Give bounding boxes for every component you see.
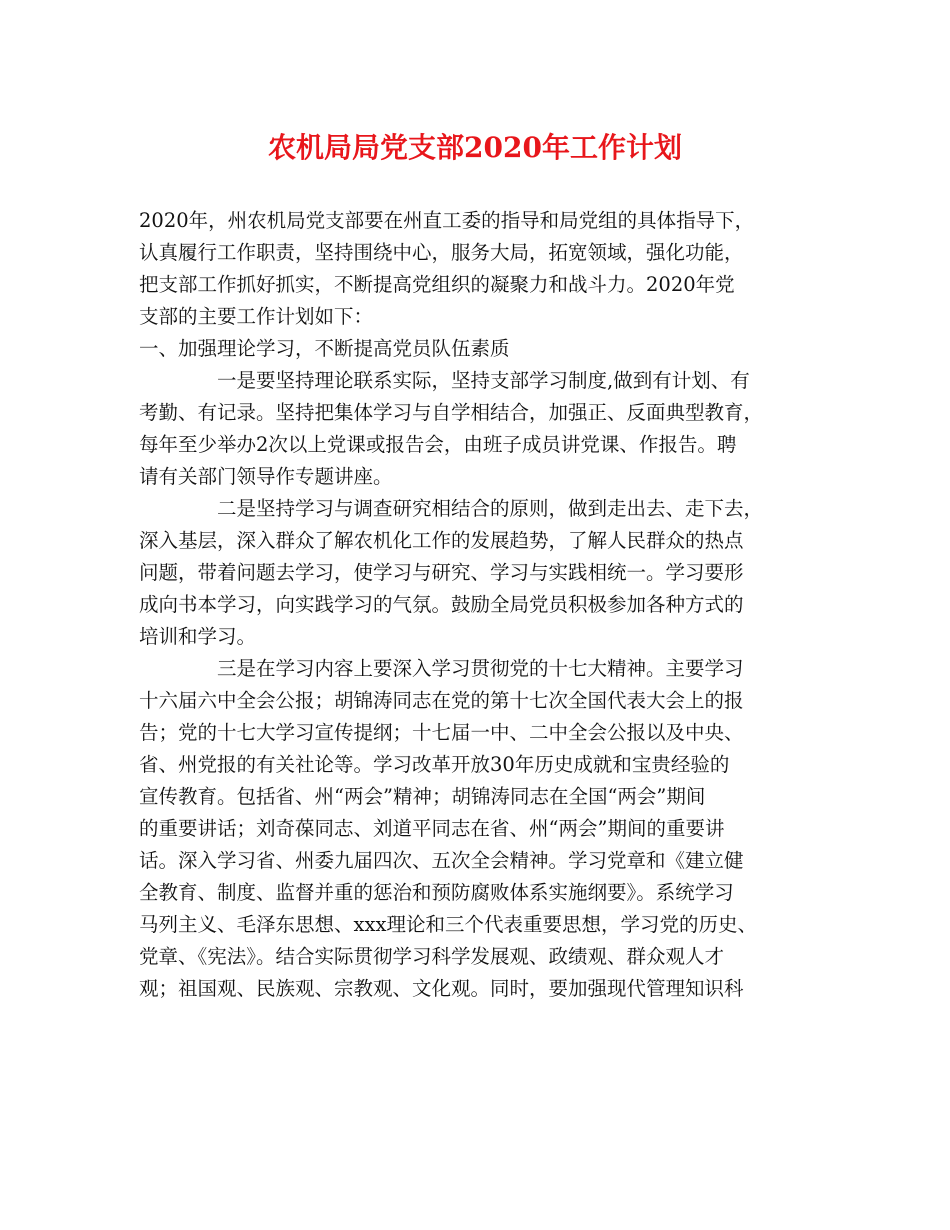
text-line: 问题，带着问题去学习，使学习与研究、学习与实践相统一。学习要形 — [139, 561, 744, 584]
text-line: 每年至少举办2次以上党课或报告会，由班子成员讲党课、作报告。聘 — [139, 433, 737, 456]
paragraph — [139, 333, 827, 365]
text-line: 认真履行工作职责，坚持围绕中心，服务大局，拓宽领域，强化功能， — [139, 241, 744, 264]
document-title: 农机局局党支部2020年工作计划 — [268, 131, 682, 164]
text-line: 马列主义、毛泽东思想、xxx理论和三个代表重要思想，学习党的历史、 — [139, 913, 757, 936]
text-line: 观；祖国观、民族观、宗教观、文化观。同时，要加强现代管理知识科 — [139, 977, 744, 1000]
text-line: 深入基层，深入群众了解农机化工作的发展趋势，了解人民群众的热点 — [139, 529, 744, 552]
text-line: 党章、《宪法》。结合实际贯彻学习科学发展观、政绩观、群众观人才 — [139, 945, 725, 968]
text-line: 考勤、有记录。坚持把集体学习与自学相结合，加强正、反面典型教育， — [139, 401, 764, 424]
text-line: 的重要讲话；刘奇葆同志、刘道平同志在省、州“两会”期间的重要讲 — [139, 817, 725, 840]
text-line: 三是在学习内容上要深入学习贯彻党的十七大精神。主要学习 — [217, 657, 744, 680]
text-line: 告；党的十七大学习宣传提纲；十七届一中、二中全会公报以及中央、 — [139, 721, 744, 744]
text-line: 一是要坚持理论联系实际，坚持支部学习制度,做到有计划、有 — [217, 369, 750, 392]
text-line: 2020年，州农机局党支部要在州直工委的指导和局党组的具体指导下， — [139, 209, 755, 232]
text-line: 全教育、制度、监督并重的惩治和预防腐败体系实施纲要》。系统学习 — [139, 881, 734, 904]
text-line: 二是坚持学习与调查研究相结合的原则，做到走出去、走下去， — [217, 497, 764, 520]
text-line: 把支部工作抓好抓实，不断提高党组织的凝聚力和战斗力。2020年党 — [139, 273, 735, 296]
paragraph — [139, 365, 827, 493]
text-line: 宣传教育。包括省、州“两会”精神；胡锦涛同志在全国“两会”期间 — [139, 785, 706, 808]
paragraph — [139, 493, 827, 653]
document-body — [139, 205, 827, 1005]
paragraph — [139, 205, 827, 333]
text-line: 话。深入学习省、州委九届四次、五次全会精神。学习党章和《建立健 — [139, 849, 744, 872]
text-line: 一、加强理论学习，不断提高党员队伍素质 — [139, 337, 510, 360]
text-line: 十六届六中全会公报；胡锦涛同志在党的第十七次全国代表大会上的报 — [139, 689, 744, 712]
text-line: 培训和学习。 — [139, 625, 257, 648]
text-line: 支部的主要工作计划如下： — [139, 305, 374, 328]
paragraph — [139, 653, 827, 1005]
text-line: 请有关部门领导作专题讲座。 — [139, 465, 393, 488]
text-line: 省、州党报的有关社论等。学习改革开放30年历史成就和宝贵经验的 — [139, 753, 730, 776]
text-line: 成向书本学习，向实践学习的气氛。鼓励全局党员积极参加各种方式的 — [139, 593, 744, 616]
